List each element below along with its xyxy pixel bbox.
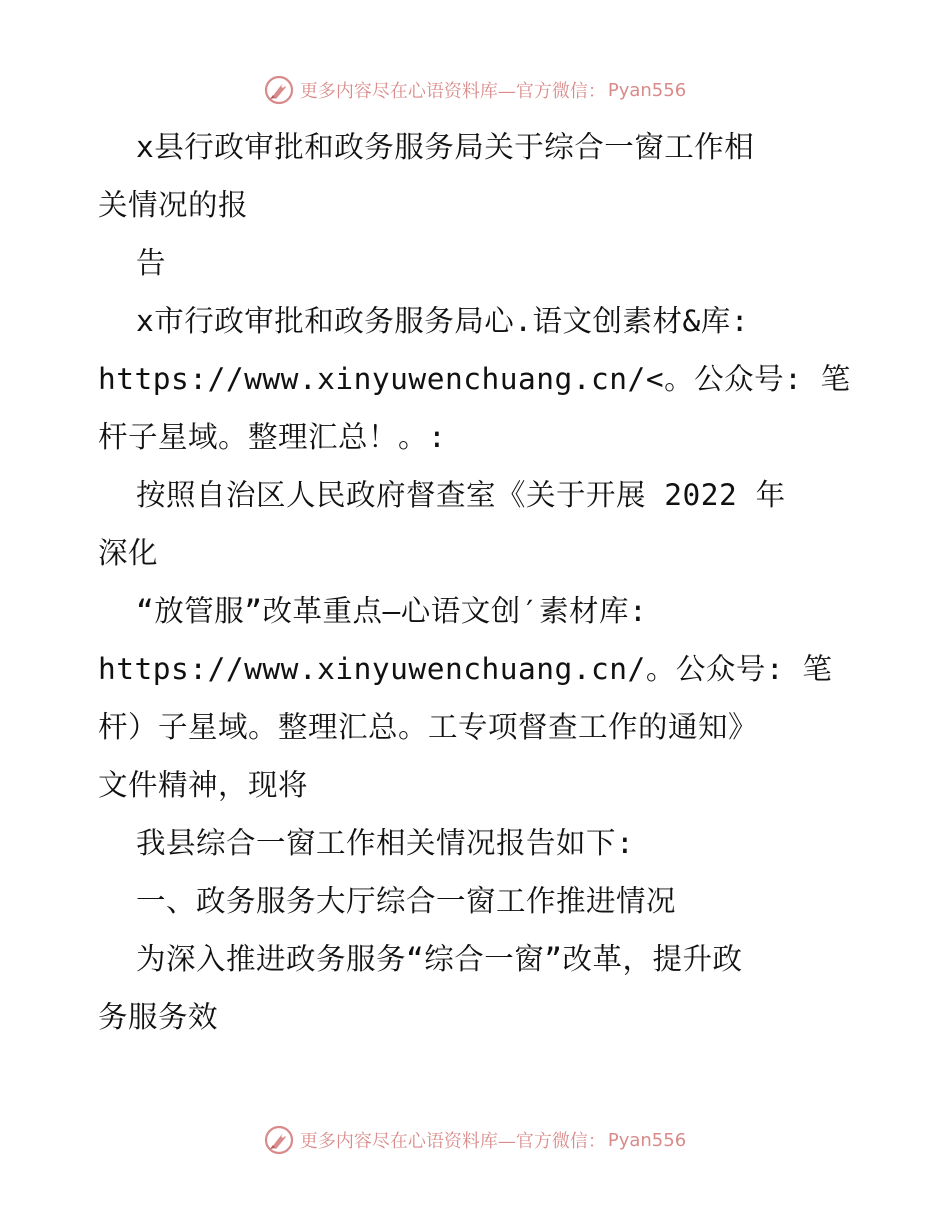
doc-text-line: 深化 [98, 536, 159, 570]
header-watermark [0, 70, 950, 110]
doc-paragraph-line: 为深入推进政务服务“综合一窗”改革，提升政 [136, 942, 743, 976]
watermark-brand-text: 更多内容尽在心语资料库— [299, 81, 516, 102]
pen-nib-logo-icon [264, 1125, 294, 1155]
watermark-brand-text: 更多内容尽在心语资料库— [299, 1131, 516, 1152]
doc-text-line: 杆）子星域。整理汇总。工专项督查工作的通知》 [98, 710, 759, 744]
doc-paragraph-line: “放管服”改革重点—心语文创′素材库: [136, 594, 648, 628]
doc-text-line: 文件精神，现将 [98, 768, 309, 802]
doc-title-line: x县行政审批和政务服务局关于综合一窗工作相 [136, 130, 755, 164]
doc-text-line: 杆子星域。整理汇总！。: [98, 420, 447, 454]
pen-nib-logo-icon [264, 75, 294, 105]
doc-text-line: https://www.xinyuwenchuang.cn/。公众号: 笔 [98, 652, 833, 686]
doc-text-line: 务服务效 [98, 1000, 219, 1034]
watermark-wechat-id: Pyan556 [607, 79, 687, 101]
watermark-wechat-id: Pyan556 [607, 1129, 687, 1151]
doc-title-line: 关情况的报 [98, 188, 249, 222]
doc-section-heading: 一、政务服务大厅综合一窗工作推进情况 [136, 884, 677, 918]
doc-text-line: https://www.xinyuwenchuang.cn/<。公众号: 笔 [98, 362, 851, 396]
watermark-wechat-label: 官方微信： [515, 81, 606, 102]
watermark-wechat-label: 官方微信： [515, 1131, 606, 1152]
doc-title-line: 告 [136, 246, 167, 280]
document-body [98, 118, 858, 1046]
doc-paragraph-line: 我县综合一窗工作相关情况报告如下: [136, 826, 635, 860]
footer-watermark [0, 1120, 950, 1160]
doc-recipient-line: x市行政审批和政务服务局心.语文创素材&库: [136, 304, 750, 338]
doc-paragraph-line: 按照自治区人民政府督查室《关于开展 2022 年 [136, 478, 786, 512]
